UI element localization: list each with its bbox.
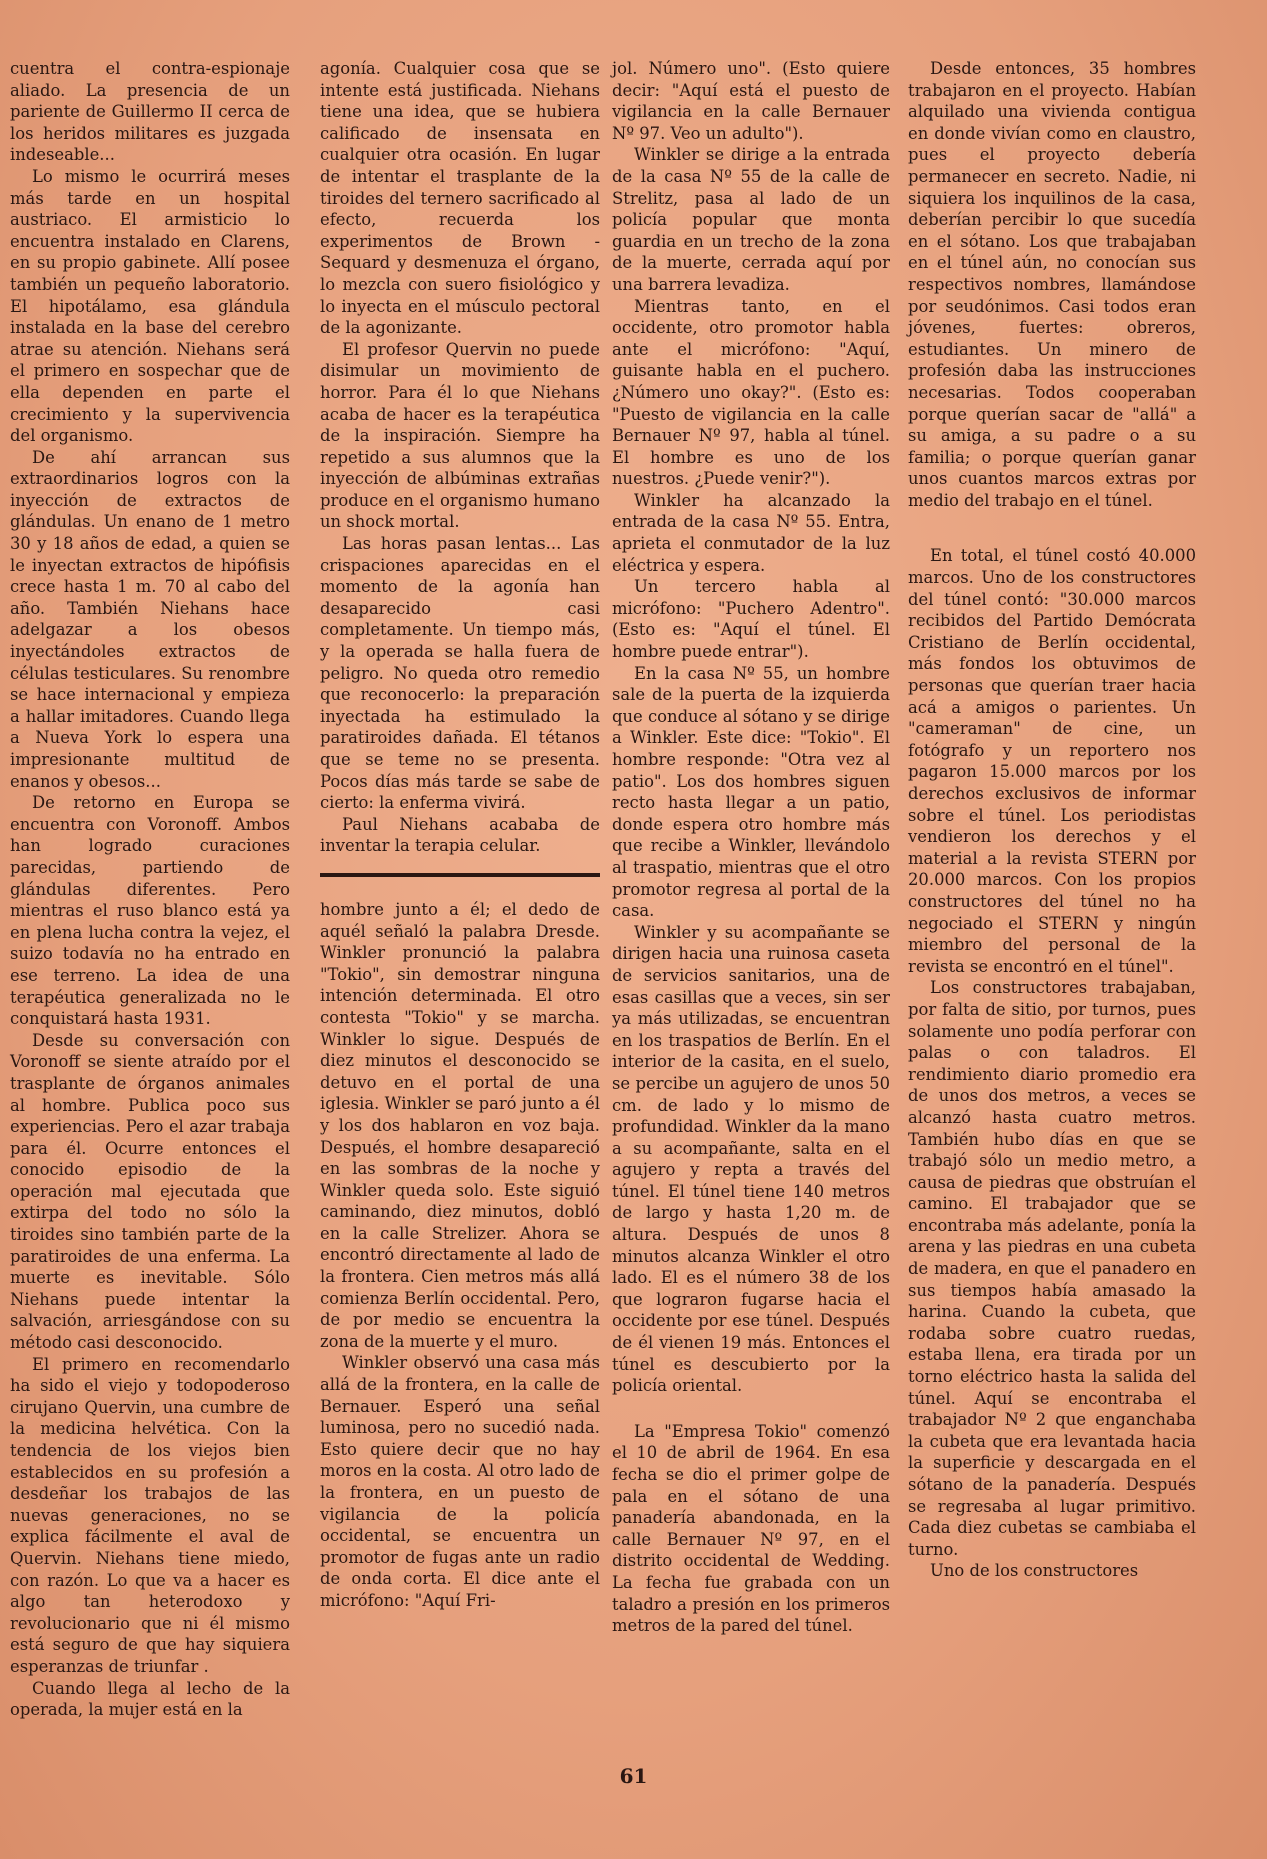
- paragraph: Un tercero habla al micrófono: "Puchero Adentro". (Esto es: "Aquí el túnel. El hombre puede entrar").: [612, 577, 890, 662]
- paragraph: hombre junto a él; el dedo de aquél señaló la palabra Dresde. Winkler pronunció la palabra "Tokio", sin demostrar ninguna intención determinada. El otro contesta "Tokio" y se marcha. Winkler lo sigue. Después de diez minutos el desconocido se detuvo en el portal de una iglesia. Winkler se paró junto a él y los dos hablaron en voz baja. Después, el hombre desapareció en las sombras de la noche y Winkler queda solo. Este siguió caminando, diez minutos, dobló en la calle Strelizer. Ahora se encontró directamente al lado de la frontera. Cien metros más allá comienza Berlín occidental. Pero, de por medio se encuentra la zona de la muerte y el muro.: [320, 899, 600, 1351]
- paragraph: Los constructores trabajaban, por falta de sitio, por turnos, pues solamente uno podía perforar con palas o con taladros. El rendimiento diario promedio era de unos dos metros, a veces se alcanzó hasta cuatro metros. También hubo días en que se trabajó sólo un medio metro, a causa de piedras que obstruían el camino. El trabajador que se encontraba más adelante, ponía la arena y las piedras en una cubeta de madera, en que el panadero en sus tiempos había amasado la harina. Cuando la cubeta, que rodaba sobre cuatro ruedas, estaba llena, era tirada por un torno eléctrico hasta la salida del túnel. Aquí se encontraba el trabajador Nº 2 que enganchaba la cubeta que era levantada hacia la superficie y descargada en el sótano de la panadería. Después se regresaba al lugar primitivo. Cada diez cubetas se cambiaba el turno.: [908, 978, 1196, 1559]
- paragraph: jol. Número uno". (Esto quiere decir: "Aquí está el puesto de vigilancia en la calle Bernauer Nº 97. Veo un adulto").: [612, 59, 890, 143]
- paragraph: Paul Niehans acababa de inventar la terapia celular.: [320, 814, 600, 856]
- paragraph: Desde entonces, 35 hombres trabajaron en el proyecto. Habían alquilado una vivienda contigua en donde vivían como en claustro, pues el proyecto debería permanecer en secreto. Nadie, ni siquiera los inquilinos de la casa, deberían percibir lo que sucedía en el sótano. Los que trabajaban en el túnel aún, no conocían sus respectivos nombres, llamándose por seudónimos. Casi todos eran jóvenes, fuertes: obreros, estudiantes. Un minero de profesión daba las instrucciones necesarias. Todos cooperaban porque querían sacar de "allá" a su amiga, a su padre o a su familia; o porque querían ganar unos cuantos marcos extras por medio del trabajo en el túnel.: [908, 59, 1196, 510]
- paragraph: Winkler se dirige a la entrada de la casa Nº 55 de la calle de Strelitz, pasa al lado de un policía popular que monta guardia en un trecho de la zona de la muerte, cerrada aquí por una barrera levadiza.: [612, 145, 890, 294]
- paragraph: Las horas pasan lentas... Las crispaciones aparecidas en el momento de la agonía han desaparecido casi completamente. Un tiempo más, y la operada se halla fuera de peligro. No queda otro remedio que reconocerlo: la preparación inyectada ha estimulado la paratiroides dañada. El tétanos que se teme no se presenta. Pocos días más tarde se sabe de cierto: la enferma vivirá.: [320, 534, 600, 813]
- section-divider: [320, 873, 600, 877]
- paragraph: De retorno en Europa se encuentra con Voronoff. Ambos han logrado curaciones parecidas, partiendo de glándulas diferentes. Pero mientras el ruso blanco está ya en plena lucha contra la vejez, el suizo todavía no ha entrado en ese terreno. La idea de una terapéutica generalizada no le conquistará hasta 1931.: [10, 793, 290, 1029]
- column-1: [10, 58, 290, 1721]
- paragraph: De ahí arrancan sus extraordinarios logros con la inyección de extractos de glándulas. Un enano de 1 metro 30 y 18 años de edad, a quien se le inyectan extractos de hipófisis crece hasta 1 m. 70 al cabo del año. También Niehans hace adelgazar a los obesos inyectándoles extractos de células testiculares. Su renombre se hace internacional y empieza a hallar imitadores. Cuando llega a Nueva York lo espera una impresionante multitud de enanos y obesos...: [10, 447, 290, 791]
- paragraph: cuentra el contra-espionaje aliado. La presencia de un pariente de Guillermo II cerca de los heridos militares es juzgada indeseable...: [10, 59, 290, 165]
- column-4: [908, 58, 1196, 1582]
- paragraph: Winkler observó una casa más allá de la frontera, en la calle de Bernauer. Esperó una señal luminosa, pero no sucedió nada. Esto quiere decir que no hay moros en la costa. Al otro lado de la frontera, en un puesto de vigilancia de la policía occidental, se encuentra un promotor de fugas ante un radio de onda corta. El dice ante el micrófono: "Aquí Fri-: [320, 1353, 600, 1610]
- column-3: [612, 58, 890, 1637]
- paragraph: En la casa Nº 55, un hombre sale de la puerta de la izquierda que conduce al sótano y se dirige a Winkler. Este dice: "Tokio". El hombre responde: "Otra vez al patio". Los dos hombres siguen recto hasta llegar a un patio, donde espera otro hombre más que recibe a Winkler, llevándolo al traspatio, mientras que el otro promotor regresa al portal de la casa.: [612, 663, 890, 921]
- paragraph: Winkler y su acompañante se dirigen hacia una ruinosa caseta de servicios sanitarios, una de esas casillas que a veces, sin ser ya más utilizadas, se encuentran en los traspatios de Berlín. En el interior de la casita, en el suelo, se percibe un agujero de unos 50 cm. de lado y lo mismo de profundidad. Winkler da la mano a su acompañante, salta en el agujero y repta a través del túnel. El túnel tiene 140 metros de largo y hasta 1,20 m. de altura. Después de unos 8 minutos alcanza Winkler el otro lado. El es el número 38 de los que lograron fugarse hacia el occidente por ese túnel. Después de él vienen 19 más. Entonces el túnel es descubierto por la policía oriental.: [612, 922, 890, 1396]
- paragraph: Uno de los constructores: [930, 1561, 1139, 1581]
- paragraph: La "Empresa Tokio" comenzó el 10 de abril de 1964. En esa fecha se dio el primer golpe de pala en el sótano de una panadería abandonada, en la calle Bernauer Nº 97, en el distrito occidental de Wedding. La fecha fue grabada con un taladro a presión en los primeros metros de la pared del túnel.: [612, 1421, 890, 1636]
- paragraph: El profesor Quervin no puede disimular un movimiento de horror. Para él lo que Niehans acaba de hacer es la terapéutica de la inspiración. Siempre ha repetido a sus alumnos que la inyección de albúminas extrañas produce en el organismo humano un shock mortal.: [320, 339, 600, 532]
- paragraph: Winkler ha alcanzado la entrada de la casa Nº 55. Entra, aprieta el conmutador de la luz eléctrica y espera.: [612, 490, 890, 575]
- paragraph: Desde su conversación con Voronoff se siente atraído por el trasplante de órganos animales al hombre. Publica poco sus experiencias. Pero el azar trabaja para él. Ocurre entonces el conocido episodio de la operación mal ejecutada que extirpa del todo no sólo la tiroides sino también parte de la paratiroides de una enferma. La muerte es inevitable. Sólo Niehans puede intentar la salvación, arriesgándose con su método casi desconocido.: [10, 1030, 290, 1353]
- paragraph: agonía. Cualquier cosa que se intente está justificada. Niehans tiene una idea, que se hubiera calificado de insensata en cualquier otra ocasión. En lugar de intentar el trasplante de la tiroides del ternero sacrificado al efecto, recuerda los experimentos de Brown - Sequard y desmenuza el órgano, lo mezcla con suero fisiológico y lo inyecta en el músculo pectoral de la agonizante.: [320, 59, 600, 338]
- column-2: [320, 58, 600, 1612]
- paragraph: En total, el túnel costó 40.000 marcos. Uno de los constructores del túnel contó: "30.000 marcos recibidos del Partido Demócrata Cristiano de Berlín occidental, más fondos los obtuvimos de personas que querían traer hacia acá a amigos o parientes. Un "cameraman" de cine, un fotógrafo y un reportero nos pagaron 15.000 marcos por los derechos exclusivos de informar sobre el túnel. Los periodistas vendieron los derechos y el material a la revista STERN por 20.000 marcos. Con los propios constructores del túnel no ha negociado el STERN y ningún miembro del personal de la revista se encontró en el túnel".: [908, 546, 1196, 976]
- paragraph: Mientras tanto, en el occidente, otro promotor habla ante el micrófono: "Aquí, guisante habla en el puchero. ¿Número uno okay?". (Esto es: "Puesto de vigilancia en la calle Bernauer Nº 97, habla al túnel. El hombre es uno de los nuestros. ¿Puede venir?").: [612, 296, 890, 489]
- paragraph: Lo mismo le ocurrirá meses más tarde en un hospital austriaco. El armisticio lo encuentra instalado en Clarens, en su propio gabinete. Allí posee también un pequeño laboratorio. El hipotálamo, esa glándula instalada en la base del cerebro atrae su atención. Niehans será el primero en sospechar que de ella dependen en parte el crecimiento y la supervivencia del organismo.: [10, 166, 290, 446]
- paragraph: El primero en recomendarlo ha sido el viejo y todopoderoso cirujano Quervin, una cumbre de la medicina helvética. Con la tendencia de los viejos bien establecidos en su profesión a desdeñar los trabajos de las nuevas generaciones, no se explica fácilmente el aval de Quervin. Niehans tiene miedo, con razón. Lo que va a hacer es algo tan heterodoxo y revolucionario que ni él mismo está seguro de que hay siquiera esperanzas de triunfar .: [10, 1354, 290, 1676]
- page-number: 61: [619, 1764, 648, 1788]
- paragraph: Cuando llega al lecho de la operada, la mujer está en la: [10, 1678, 290, 1720]
